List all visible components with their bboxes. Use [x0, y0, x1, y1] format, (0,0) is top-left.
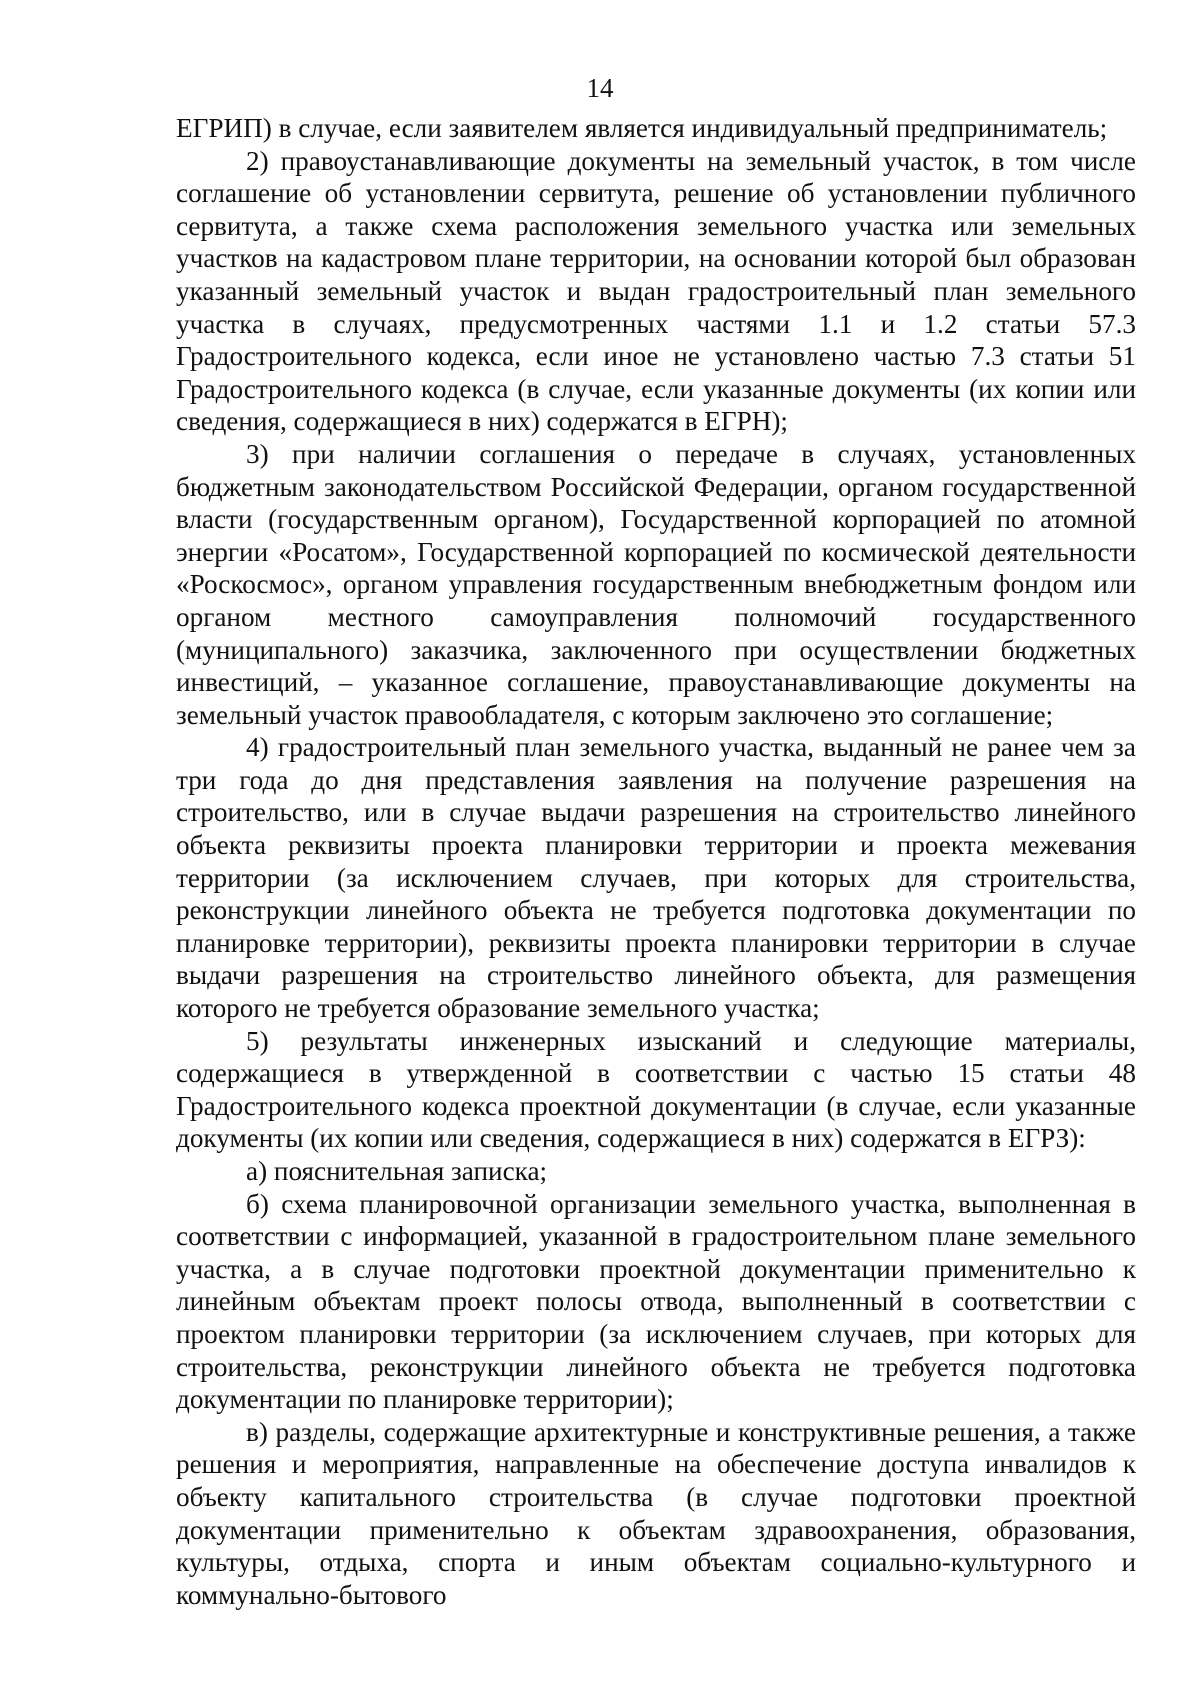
paragraph-subitem-a: а) пояснительная записка;: [246, 1156, 548, 1186]
paragraph-egrip-continuation: ЕГРИП) в случае, если заявителем является индивидуальный предприниматель;: [176, 113, 1108, 143]
paragraph-item-4: 4) градостроительный план земельного участка, выданный не ранее чем за три года до дня представления заявления на получение разрешения на строительство, или в случае выдачи разрешения на строительство линейного объекта реквизиты проекта планировки территории и проекта межевания территории (за исключением случаев, при которых для строительства, реконструкции линейного объекта не требуется подготовка документации по планировке территории), реквизиты проекта планировки территории в случае выдачи разрешения на строительство линейного объекта, для размещения которого не требуется образование земельного участка;: [176, 732, 1136, 1024]
paragraph-item-2: 2) правоустанавливающие документы на земельный участок, в том числе соглашение об установлении сервитута, решение об установлении публичного сервитута, а также схема расположения земельного участка или земельных участков на кадастровом плане территории, на основании которой был образован указанный земельный участок и выдан градостроительный план земельного участка в случаях, предусмотренных частями 1.1 и 1.2 статьи 57.3 Градостроительного кодекса, если иное не установлено частью 7.3 статьи 51 Градостроительного кодекса (в случае, если указанные документы (их копии или сведения, содержащиеся в них) содержатся в ЕГРН);: [176, 145, 1136, 437]
paragraph-item-3: 3) при наличии соглашения о передаче в случаях, установленных бюджетным законодательством Российской Федерации, органом государственной власти (государственным органом), Государственной корпорацией по атомной энергии «Росатом», Государственной корпорацией по космической деятельности «Роскосмос», органом управления государственным внебюджетным фондом или органом местного самоуправления полномочий государственного (муниципального) заказчика, заключенного при осуществлении бюджетных инвестиций, – указанное соглашение, правоустанавливающие документы на земельный участок правообладателя, с которым заключено это соглашение;: [176, 438, 1136, 730]
page-number: 14: [586, 73, 614, 103]
paragraph-subitem-v: в) разделы, содержащие архитектурные и конструктивные решения, а также решения и мероприятия, направленные на обеспечение доступа инвалидов к объекту капитального строительства (в случае подготовки проектной документации применительно к объектам здравоохранения, образования, культуры, отдыха, спорта и иным объектам социально-культурного и коммунально-бытового: [176, 1416, 1136, 1610]
document-body: [176, 112, 1136, 1611]
paragraph-item-5: 5) результаты инженерных изысканий и следующие материалы, содержащиеся в утвержденной в соответствии с частью 15 статьи 48 Градостроительного кодекса проектной документации (в случае, если указанные документы (их копии или сведения, содержащиеся в них) содержатся в ЕГРЗ):: [176, 1025, 1136, 1154]
paragraph-subitem-b: б) схема планировочной организации земельного участка, выполненная в соответствии с информацией, указанной в градостроительном плане земельного участка, а в случае подготовки проектной документации применительно к линейным объектам проект полосы отвода, выполненный в соответствии с проектом планировки территории (за исключением случаев, при которых для строительства, реконструкции линейного объекта не требуется подготовка документации по планировке территории);: [176, 1188, 1136, 1415]
